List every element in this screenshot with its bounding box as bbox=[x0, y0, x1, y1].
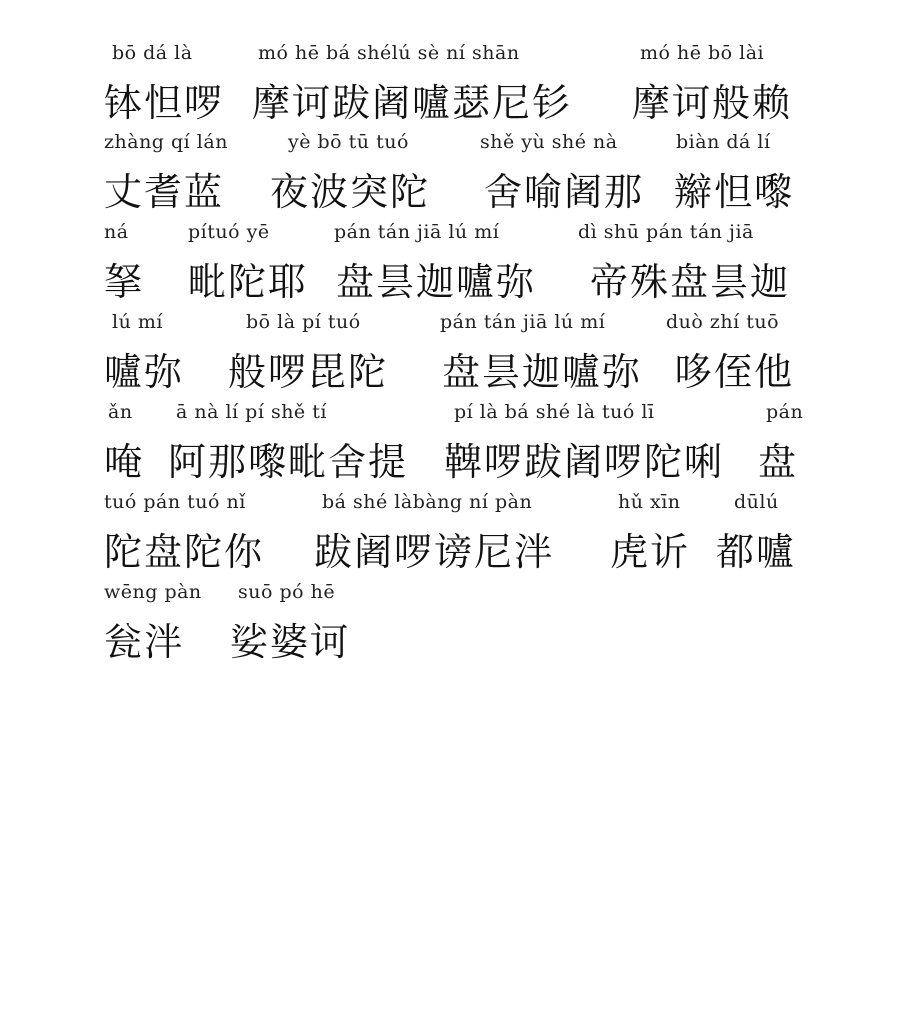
hanzi: 跋阇啰谤尼泮 bbox=[314, 530, 555, 574]
pinyin: tuó pán tuó nǐ bbox=[104, 491, 246, 513]
hanzi: 盘 bbox=[758, 440, 799, 484]
pinyin: zhàng qí lán bbox=[104, 131, 228, 153]
pinyin: mó hē bá shélú sè ní shān bbox=[258, 42, 520, 64]
hanzi: 钵怛啰 bbox=[104, 81, 225, 125]
sutra-line bbox=[0, 489, 897, 579]
sutra-line bbox=[0, 219, 897, 309]
pinyin: duò zhí tuō bbox=[666, 311, 780, 333]
hanzi: 嚧弥 bbox=[104, 350, 185, 394]
sutra-line bbox=[0, 579, 897, 669]
hanzi: 盘昙迦嚧弥 bbox=[336, 260, 537, 304]
hanzi: 唵 bbox=[104, 440, 145, 484]
pinyin: pán bbox=[766, 401, 804, 423]
pinyin: biàn dá lí bbox=[676, 131, 771, 153]
pinyin: bō dá là bbox=[112, 42, 193, 64]
hanzi: 般啰毘陀 bbox=[228, 350, 389, 394]
pinyin: bá shé làbàng ní pàn bbox=[322, 491, 533, 513]
hanzi: 摩诃般赖 bbox=[632, 81, 793, 125]
pinyin: lú mí bbox=[112, 311, 163, 333]
pinyin: pán tán jiā lú mí bbox=[334, 221, 500, 243]
pinyin: ǎn bbox=[108, 401, 133, 423]
sutra-line bbox=[0, 309, 897, 399]
pinyin: ná bbox=[104, 221, 129, 243]
pinyin: pí là bá shé là tuó lī bbox=[454, 401, 655, 423]
hanzi: 辮怛嚟 bbox=[674, 170, 795, 214]
pinyin: wēng pàn bbox=[104, 581, 202, 603]
sutra-line bbox=[0, 399, 897, 489]
pinyin: dūlú bbox=[734, 491, 779, 513]
hanzi: 陀盘陀你 bbox=[104, 530, 265, 574]
pinyin: yè bō tū tuó bbox=[288, 131, 409, 153]
hanzi: 瓮泮 bbox=[104, 620, 185, 664]
sutra-line bbox=[0, 40, 897, 130]
hanzi: 盘昙迦嚧弥 bbox=[442, 350, 643, 394]
hanzi: 哆侄他 bbox=[674, 350, 795, 394]
hanzi: 鞞啰跋阇啰陀唎 bbox=[444, 440, 725, 484]
sutra-line bbox=[0, 129, 897, 219]
hanzi: 夜波突陀 bbox=[270, 170, 431, 214]
hanzi: 毗陀耶 bbox=[188, 260, 309, 304]
pinyin: pítuó yē bbox=[188, 221, 270, 243]
pinyin: mó hē bō lài bbox=[640, 42, 765, 64]
hanzi: 娑婆诃 bbox=[230, 620, 351, 664]
pinyin: suō pó hē bbox=[238, 581, 336, 603]
hanzi: 都嚧 bbox=[716, 530, 797, 574]
pinyin: bō là pí tuó bbox=[246, 311, 361, 333]
hanzi: 丈耆蓝 bbox=[104, 170, 225, 214]
hanzi: 虎䜣 bbox=[610, 530, 691, 574]
hanzi: 摩诃跋阇嚧瑟尼钐 bbox=[252, 81, 573, 125]
pinyin: pán tán jiā lú mí bbox=[440, 311, 606, 333]
hanzi: 帝殊盘昙迦 bbox=[590, 260, 791, 304]
hanzi: 拏 bbox=[104, 260, 145, 304]
pinyin: ā nà lí pí shě tí bbox=[176, 401, 327, 423]
hanzi: 阿那嚟毗舍提 bbox=[168, 440, 409, 484]
hanzi: 舍喻阇那 bbox=[484, 170, 645, 214]
pinyin: shě yù shé nà bbox=[480, 131, 618, 153]
pinyin: hǔ xīn bbox=[618, 491, 681, 513]
pinyin: dì shū pán tán jiā bbox=[578, 221, 754, 243]
